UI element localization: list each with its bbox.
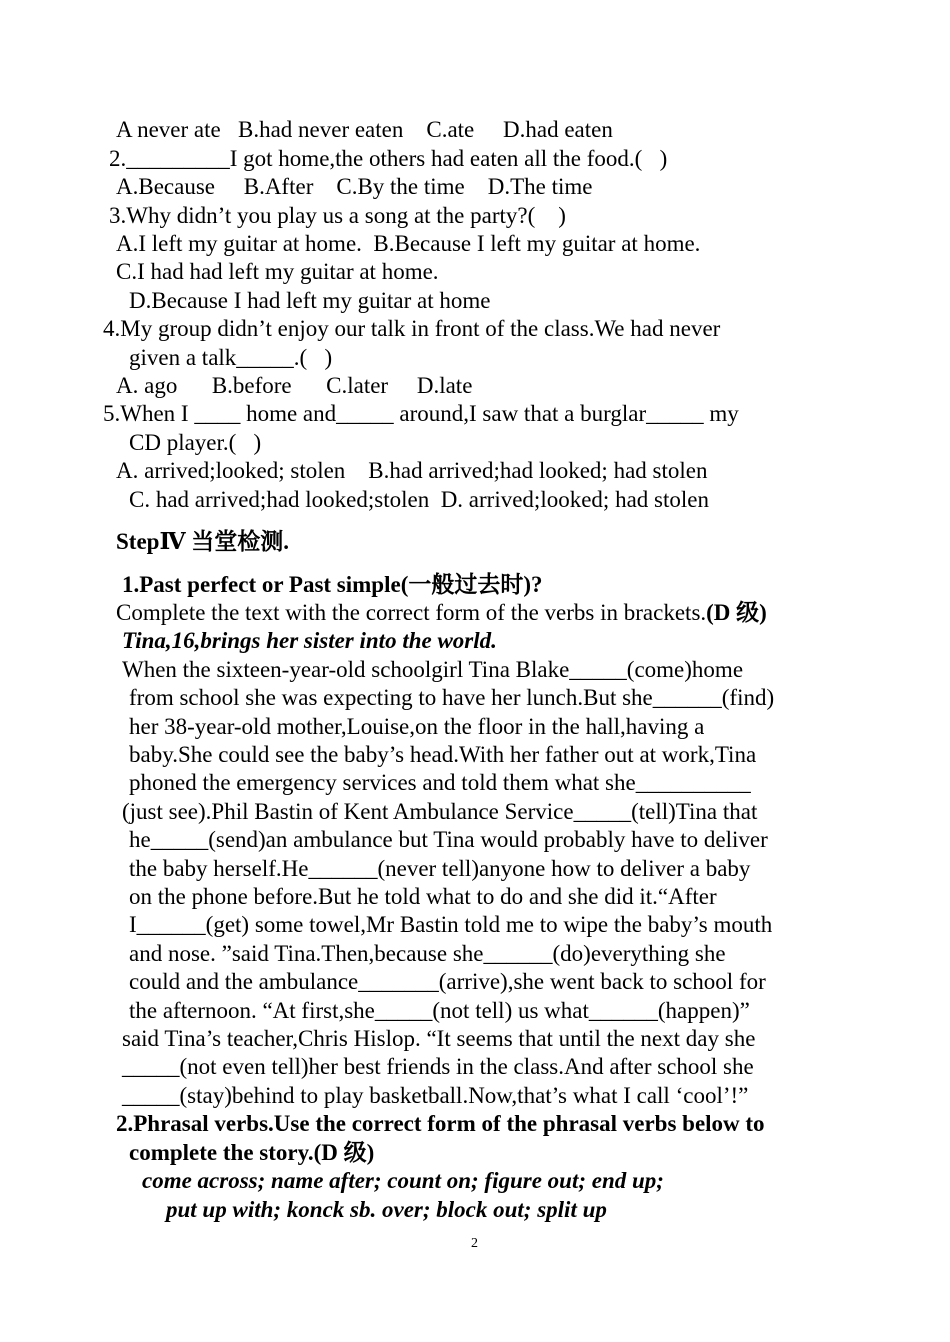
story-line: _____(stay)behind to play basketball.Now,that’s what I call ‘cool’!” (122, 1083, 749, 1108)
story-line: baby.She could see the baby’s head.With her father out at work,Tina (129, 742, 757, 767)
section-heading: StepⅣ 当堂检测. (116, 529, 290, 554)
story-line: her 38-year-old mother,Louise,on the floor in the hall,having a (129, 714, 705, 739)
q5-options-cd: C. had arrived;had looked;stolen D. arrived;looked; had stolen (129, 487, 709, 512)
q5-options-ab: A. arrived;looked; stolen B.had arrived;had looked; had stolen (116, 458, 708, 483)
story-line: he_____(send)an ambulance but Tina would probably have to deliver (129, 827, 768, 852)
q4-options: A. ago B.before C.later D.late (116, 373, 473, 398)
q5-question: 5.When I ____ home and_____ around,I saw that a burglar_____ my (103, 401, 739, 426)
part1-level: (D 级) (706, 600, 767, 625)
story-line: _____(not even tell)her best friends in the class.And after school she (122, 1054, 754, 1079)
page-number: 2 (471, 1236, 478, 1251)
story-line: the afternoon. “At first,she_____(not tell) us what______(happen)” (129, 998, 750, 1023)
phrasal-verbs-line: put up with; konck sb. over; block out; split up (166, 1197, 607, 1222)
part2-heading-cont: complete the story.(D 级) (129, 1140, 375, 1165)
q3-question: 3.Why didn’t you play us a song at the party?( ) (109, 203, 566, 228)
q5-question-cont: CD player.( ) (129, 430, 262, 455)
q1-options: A never ate B.had never eaten C.ate D.had eaten (116, 117, 613, 142)
q3-option-d: D.Because I had left my guitar at home (129, 288, 491, 313)
q2-options: A.Because B.After C.By the time D.The time (116, 174, 593, 199)
part1-instruction (116, 599, 767, 627)
q3-option-c: C.I had had left my guitar at home. (116, 259, 439, 284)
q4-question: 4.My group didn’t enjoy our talk in front of the class.We had never (103, 316, 721, 341)
story-line: phoned the emergency services and told them what she__________ (129, 770, 751, 795)
q3-options-ab: A.I left my guitar at home. B.Because I left my guitar at home. (116, 231, 701, 256)
part2-heading: 2.Phrasal verbs.Use the correct form of the phrasal verbs below to (116, 1111, 765, 1136)
story-line: I______(get) some towel,Mr Bastin told me to wipe the baby’s mouth (129, 912, 773, 937)
story-line: (just see).Phil Bastin of Kent Ambulance Service_____(tell)Tina that (122, 799, 758, 824)
story-title: Tina,16,brings her sister into the world. (122, 628, 497, 653)
story-line: from school she was expecting to have her lunch.But she______(find) (129, 685, 775, 710)
phrasal-verbs-line: come across; name after; count on; figure out; end up; (142, 1168, 664, 1193)
story-line: could and the ambulance_______(arrive),she went back to school for (129, 969, 766, 994)
q4-question-cont: given a talk_____.( ) (129, 345, 333, 370)
story-line: said Tina’s teacher,Chris Hislop. “It seems that until the next day she (122, 1026, 756, 1051)
story-line: and nose. ”said Tina.Then,because she______(do)everything she (129, 941, 726, 966)
story-line: the baby herself.He______(never tell)anyone how to deliver a baby (129, 856, 751, 881)
q2-question: 2._________I got home,the others had eaten all the food.( ) (109, 146, 668, 171)
part1-instruction-text: Complete the text with the correct form of the verbs in brackets. (116, 600, 707, 625)
story-line: on the phone before.But he told what to do and she did it.“After (129, 884, 717, 909)
story-line: When the sixteen-year-old schoolgirl Tina Blake_____(come)home (122, 657, 744, 682)
part1-heading: 1.Past perfect or Past simple(一般过去时)? (122, 572, 543, 597)
